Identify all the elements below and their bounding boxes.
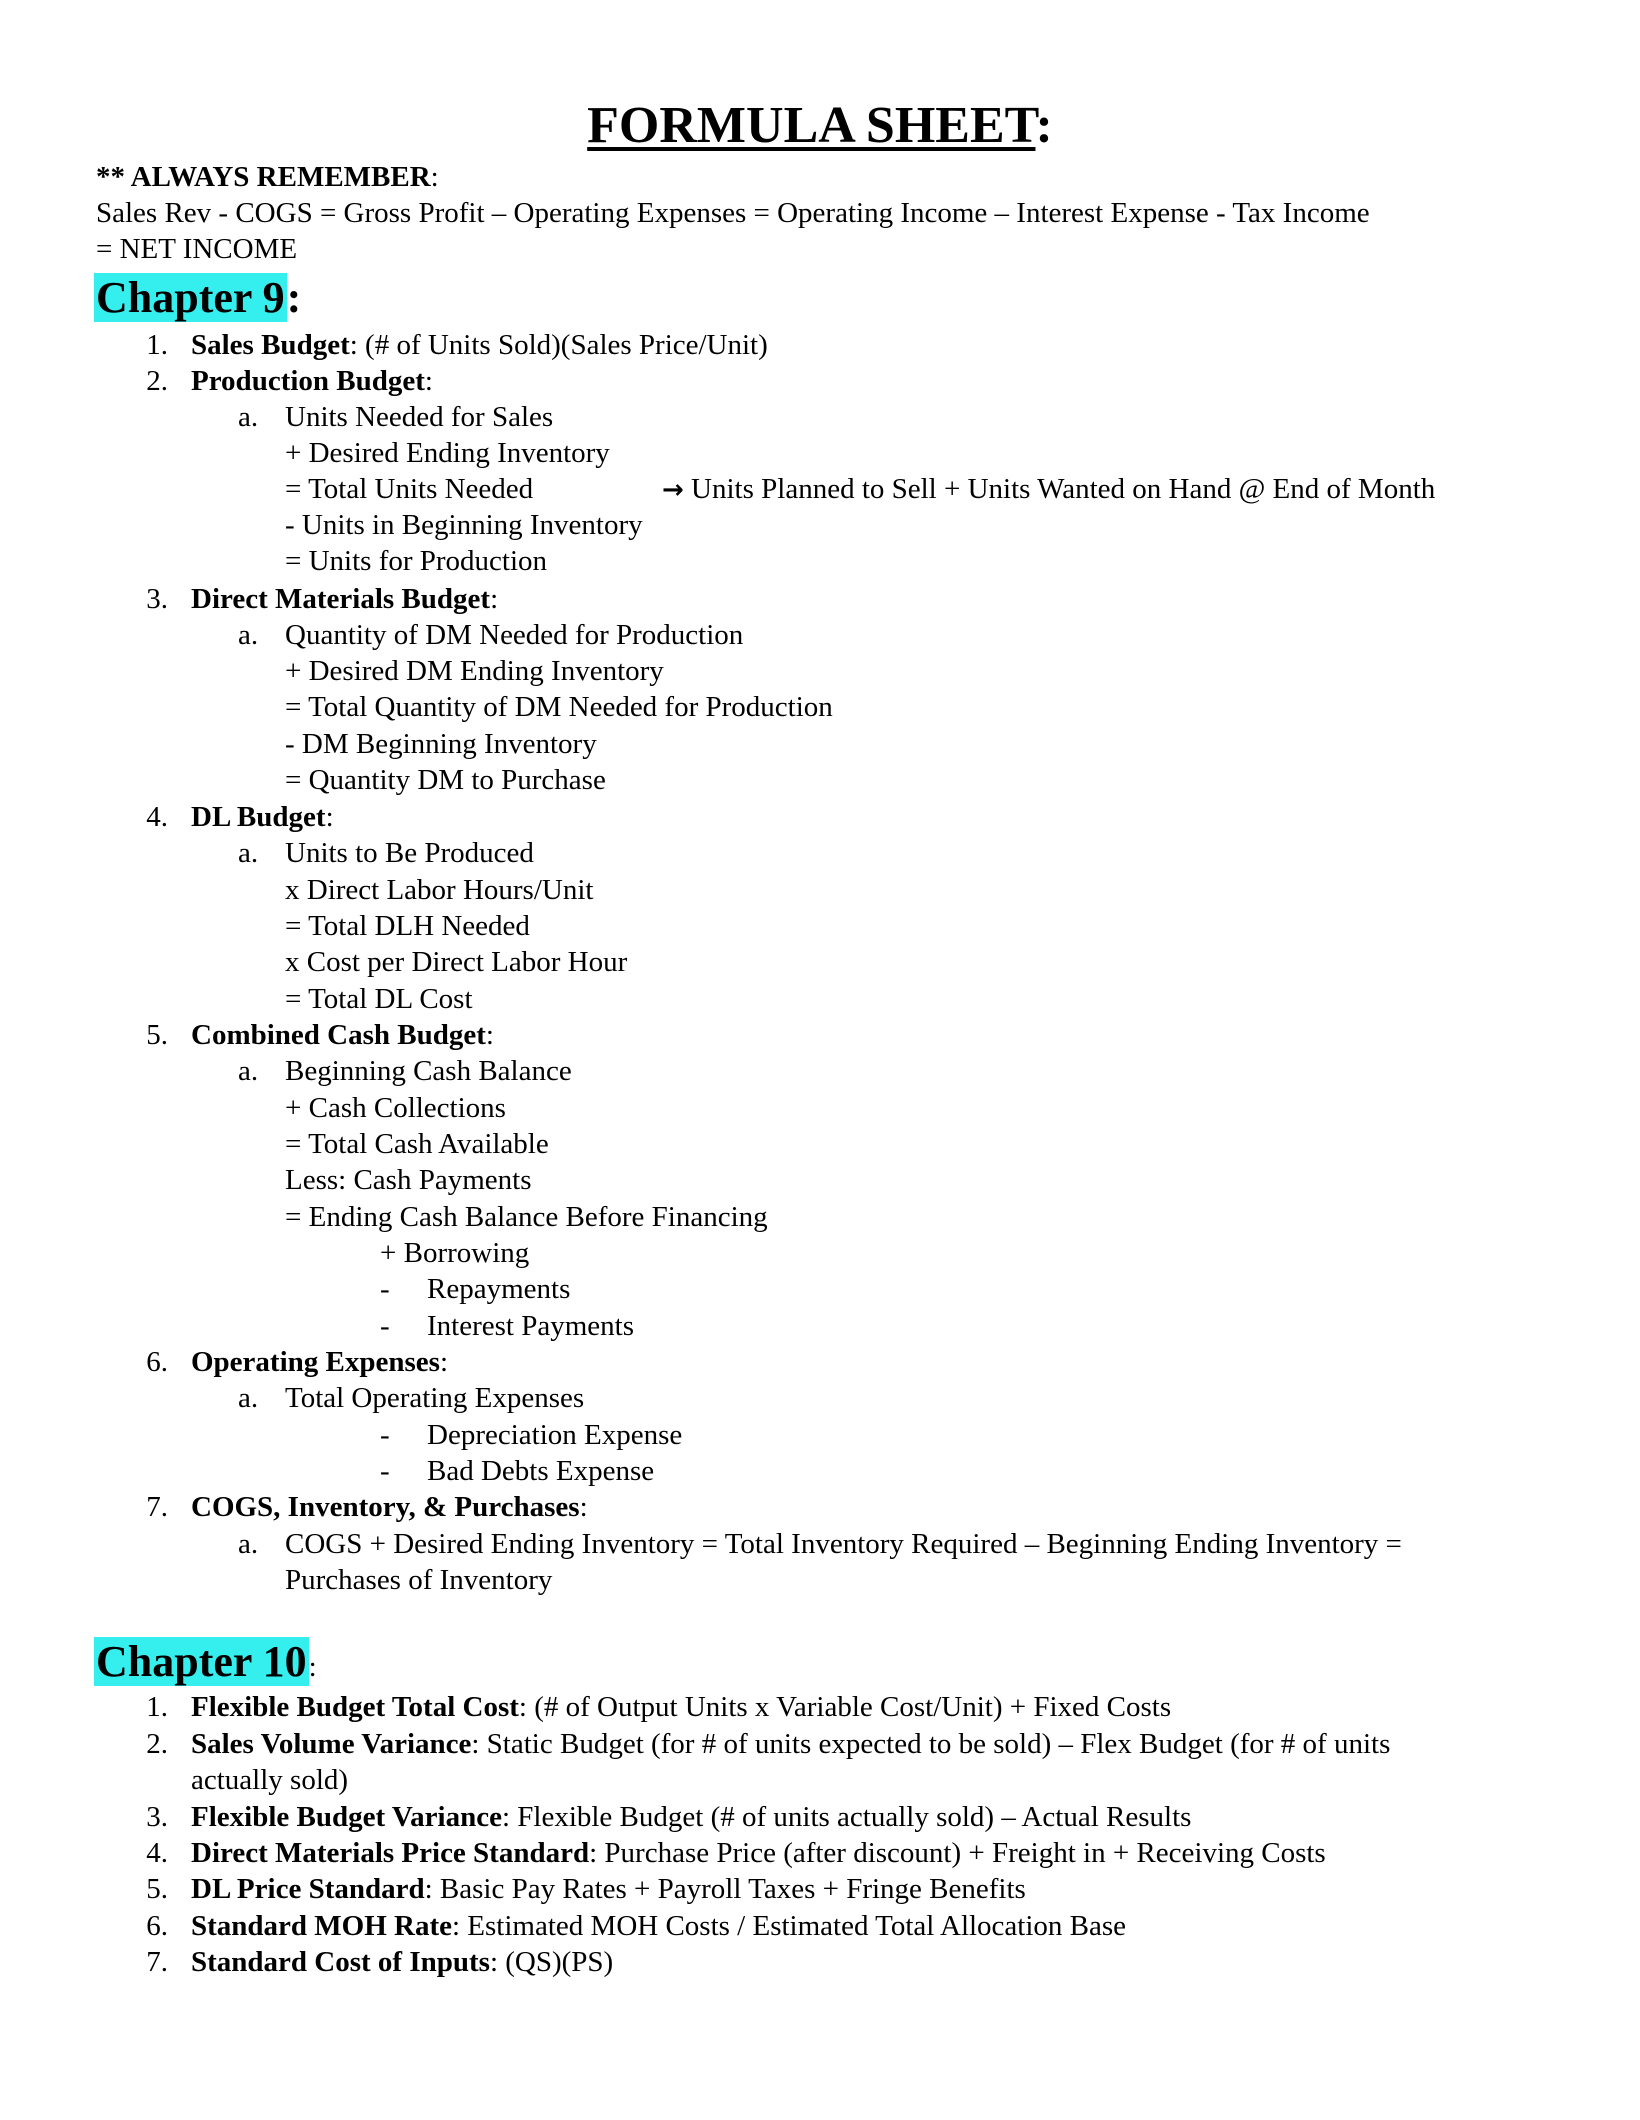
- ch9-item-5-number: 5.: [146, 1019, 168, 1051]
- cogs-line-1: COGS + Desired Ending Inventory = Total Inventory Required – Beginning Ending Inventory =: [285, 1528, 1402, 1560]
- dl-line: = Total DL Cost: [285, 983, 473, 1015]
- ch9-item-1-label: Sales Budget: [191, 329, 350, 361]
- ch9-item-1: [191, 328, 768, 362]
- ch9-item-2-label: Production Budget: [191, 365, 425, 397]
- ch10-item-2-continuation: actually sold): [191, 1764, 349, 1796]
- dl-letter: a.: [238, 837, 259, 869]
- cash-line: = Ending Cash Balance Before Financing: [285, 1201, 768, 1233]
- page-title-text: FORMULA SHEET: [587, 97, 1036, 154]
- dm-line: = Total Quantity of DM Needed for Production: [285, 691, 833, 723]
- ch10-item-7-text: : (QS)(PS): [489, 1946, 614, 1978]
- opex-letter: a.: [238, 1382, 259, 1414]
- ch9-item-4: [191, 800, 334, 834]
- chapter-10-highlight: Chapter 10: [96, 1637, 307, 1686]
- ch10-item-3-text: : Flexible Budget (# of units actually sold) – Actual Results: [501, 1801, 1192, 1833]
- ch9-item-7: [191, 1490, 588, 1524]
- ch10-item-5-label: DL Price Standard: [191, 1873, 425, 1905]
- ch9-item-5-label: Combined Cash Budget: [191, 1019, 486, 1051]
- ch9-item-2-number: 2.: [146, 365, 168, 397]
- production-line: = Total Units Needed: [285, 473, 534, 505]
- cash-sub-item: Interest Payments: [427, 1310, 634, 1342]
- ch10-item-4-label: Direct Materials Price Standard: [191, 1837, 590, 1869]
- chapter-9-highlight: Chapter 9: [96, 273, 285, 322]
- always-remember-colon: :: [430, 161, 439, 193]
- ch10-item-7: [191, 1945, 613, 1979]
- page-title-colon: :: [1035, 97, 1053, 154]
- ch10-item-2-text: : Static Budget (for # of units expected to be sold) – Flex Budget (for # of units: [471, 1728, 1391, 1760]
- ch9-item-5: [191, 1018, 494, 1052]
- dm-letter: a.: [238, 619, 259, 651]
- cash-borrowing: + Borrowing: [380, 1237, 530, 1269]
- ch9-item-1-number: 1.: [146, 329, 168, 361]
- always-remember-heading: [96, 160, 439, 194]
- production-line: - Units in Beginning Inventory: [285, 509, 643, 541]
- ch10-item-4-number: 4.: [146, 1837, 168, 1869]
- production-line: + Desired Ending Inventory: [285, 437, 610, 469]
- chapter-10-heading: [94, 1636, 317, 1693]
- ch9-item-7-number: 7.: [146, 1491, 168, 1523]
- dl-line: = Total DLH Needed: [285, 910, 530, 942]
- income-formula-line-1: Sales Rev - COGS = Gross Profit – Operating Expenses = Operating Income – Interest Expense - Tax Income: [96, 197, 1370, 229]
- ch9-item-3-label: Direct Materials Budget: [191, 583, 491, 615]
- dm-line: Quantity of DM Needed for Production: [285, 619, 744, 651]
- ch10-item-1-label: Flexible Budget Total Cost: [191, 1691, 519, 1723]
- ch10-item-3-number: 3.: [146, 1801, 168, 1833]
- ch10-item-6: [191, 1909, 1126, 1943]
- ch10-item-1-text: : (# of Output Units x Variable Cost/Unit) + Fixed Costs: [518, 1691, 1172, 1723]
- ch10-item-6-text: : Estimated MOH Costs / Estimated Total Allocation Base: [452, 1910, 1127, 1942]
- dm-line: + Desired DM Ending Inventory: [285, 655, 664, 687]
- ch9-item-4-colon: :: [325, 801, 334, 833]
- ch9-item-6-number: 6.: [146, 1346, 168, 1378]
- ch9-item-7-colon: :: [579, 1491, 588, 1523]
- chapter-9-colon: :: [286, 273, 302, 322]
- cogs-letter: a.: [238, 1528, 259, 1560]
- dl-line: x Direct Labor Hours/Unit: [285, 874, 594, 906]
- cash-dash: -: [380, 1273, 390, 1305]
- ch10-item-1-number: 1.: [146, 1691, 168, 1723]
- cash-dash: -: [380, 1310, 390, 1342]
- cash-line: Less: Cash Payments: [285, 1164, 532, 1196]
- right-arrow-icon: →: [662, 475, 684, 505]
- dm-line: = Quantity DM to Purchase: [285, 764, 606, 796]
- cash-line: + Cash Collections: [285, 1092, 506, 1124]
- cogs-line-2: Purchases of Inventory: [285, 1564, 553, 1596]
- ch10-item-4-text: : Purchase Price (after discount) + Freight in + Receiving Costs: [589, 1837, 1326, 1869]
- cash-sub-item: Repayments: [427, 1273, 571, 1305]
- ch10-item-4: [191, 1836, 1326, 1870]
- page-title: [0, 96, 1640, 156]
- opex-line: Total Operating Expenses: [285, 1382, 585, 1414]
- cash-line: = Total Cash Available: [285, 1128, 549, 1160]
- ch10-item-6-number: 6.: [146, 1910, 168, 1942]
- dm-line: - DM Beginning Inventory: [285, 728, 597, 760]
- ch9-item-2-colon: :: [424, 365, 433, 397]
- dl-line: Units to Be Produced: [285, 837, 534, 869]
- ch9-item-7-label: COGS, Inventory, & Purchases: [191, 1491, 580, 1523]
- ch10-item-2-label: Sales Volume Variance: [191, 1728, 472, 1760]
- opex-sub-item: Bad Debts Expense: [427, 1455, 655, 1487]
- ch9-item-4-number: 4.: [146, 801, 168, 833]
- always-remember-label: ** ALWAYS REMEMBER: [96, 161, 431, 193]
- dl-line: x Cost per Direct Labor Hour: [285, 946, 628, 978]
- ch10-item-5-number: 5.: [146, 1873, 168, 1905]
- opex-dash: -: [380, 1455, 390, 1487]
- income-formula-line-2: = NET INCOME: [96, 233, 298, 265]
- ch10-item-7-label: Standard Cost of Inputs: [191, 1946, 490, 1978]
- ch9-item-3-number: 3.: [146, 583, 168, 615]
- ch9-item-6-label: Operating Expenses: [191, 1346, 440, 1378]
- cash-letter: a.: [238, 1055, 259, 1087]
- ch9-item-3-colon: :: [490, 583, 499, 615]
- ch9-item-2: [191, 364, 433, 398]
- ch9-item-3: [191, 582, 498, 616]
- chapter-9-heading: [94, 272, 301, 324]
- ch9-item-6-colon: :: [439, 1346, 448, 1378]
- production-note-text: Units Planned to Sell + Units Wanted on Hand @ End of Month: [691, 473, 1436, 505]
- ch9-item-4-label: DL Budget: [191, 801, 326, 833]
- ch10-item-3-label: Flexible Budget Variance: [191, 1801, 502, 1833]
- opex-sub-item: Depreciation Expense: [427, 1419, 683, 1451]
- production-line: = Units for Production: [285, 545, 548, 577]
- ch9-item-5-colon: :: [485, 1019, 494, 1051]
- ch10-item-2: [191, 1727, 1390, 1761]
- chapter-10-colon: :: [308, 1651, 317, 1683]
- ch10-item-2-number: 2.: [146, 1728, 168, 1760]
- production-line: Units Needed for Sales: [285, 401, 554, 433]
- ch10-item-5-text: : Basic Pay Rates + Payroll Taxes + Fringe Benefits: [424, 1873, 1026, 1905]
- production-letter: a.: [238, 401, 259, 433]
- opex-dash: -: [380, 1419, 390, 1451]
- production-note: [662, 472, 1435, 507]
- ch10-item-6-label: Standard MOH Rate: [191, 1910, 452, 1942]
- ch10-item-7-number: 7.: [146, 1946, 168, 1978]
- ch9-item-6: [191, 1345, 448, 1379]
- ch9-item-1-text: : (# of Units Sold)(Sales Price/Unit): [349, 329, 768, 361]
- ch10-item-1: [191, 1690, 1171, 1724]
- ch10-item-3: [191, 1800, 1191, 1834]
- ch10-item-5: [191, 1872, 1026, 1906]
- cash-line: Beginning Cash Balance: [285, 1055, 572, 1087]
